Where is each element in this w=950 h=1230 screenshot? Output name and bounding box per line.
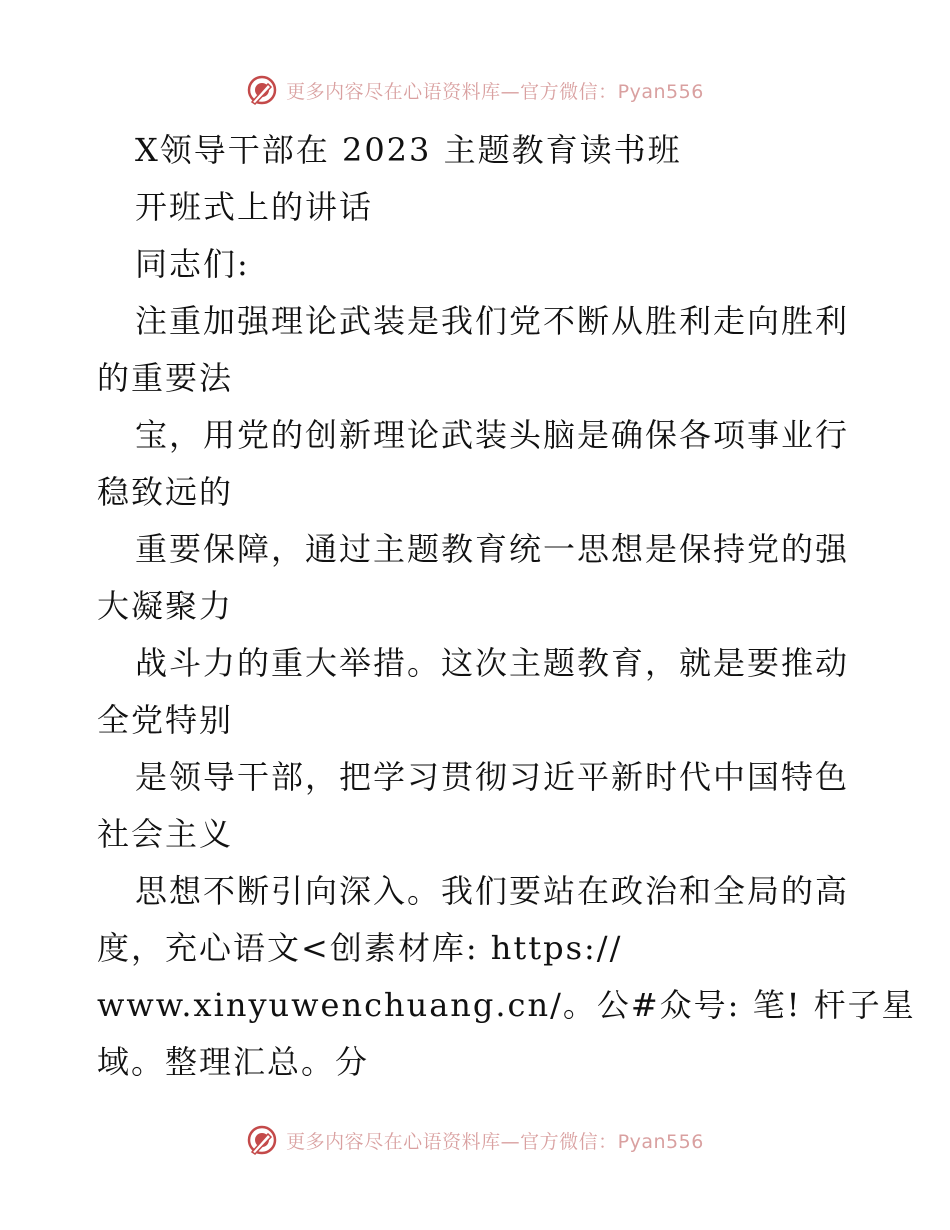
pen-logo-icon [246, 74, 278, 106]
paragraph-line: 注重加强理论武装是我们党不断从胜利走向胜利 [135, 302, 850, 340]
paragraph-line: 的重要法 [97, 359, 234, 397]
title-line-2: 开班式上的讲话 [135, 188, 374, 226]
title-line-1: X领导干部在 2023 主题教育读书班 [135, 131, 682, 169]
paragraph-line: 社会主义 [97, 815, 234, 853]
banner-text: 更多内容尽在心语资料库—官方微信：Pyan556 [286, 80, 704, 103]
paragraph-line: 度，充心语文<创素材库: https:// [97, 929, 623, 967]
paragraph-line: 大凝聚力 [97, 587, 234, 625]
paragraph-line: 全党特别 [97, 701, 234, 739]
banner-text: 更多内容尽在心语资料库—官方微信：Pyan556 [286, 1130, 704, 1153]
paragraph-line: 战斗力的重大举措。这次主题教育，就是要推动 [135, 644, 850, 682]
document-body [97, 122, 916, 1091]
salutation: 同志们: [135, 245, 250, 283]
footer-banner [0, 1122, 950, 1158]
paragraph-line: 思想不断引向深入。我们要站在政治和全局的高 [135, 872, 850, 910]
paragraph-line: www.xinyuwenchuang.cn/。公#众号: 笔! 杆子星 [97, 986, 916, 1024]
header-banner [0, 72, 950, 108]
paragraph-line: 稳致远的 [97, 473, 234, 511]
paragraph-line: 重要保障，通过主题教育统一思想是保持党的强 [135, 530, 850, 568]
paragraph-line: 宝，用党的创新理论武装头脑是确保各项事业行 [135, 416, 850, 454]
paragraph-line: 是领导干部，把学习贯彻习近平新时代中国特色 [135, 758, 850, 796]
paragraph-line: 域。整理汇总。分 [97, 1043, 370, 1081]
pen-logo-icon [246, 1124, 278, 1156]
